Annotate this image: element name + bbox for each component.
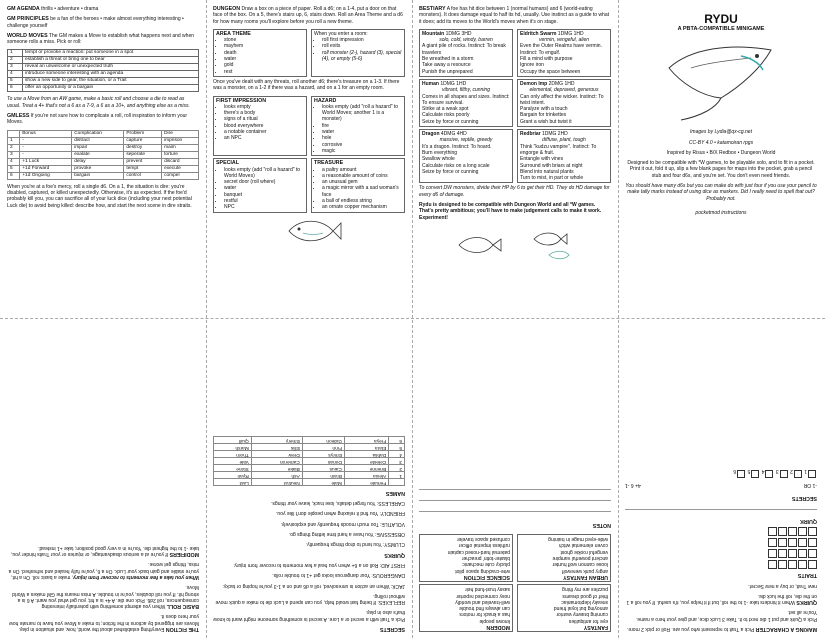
die-icon — [780, 470, 788, 478]
th-dire: Dire — [162, 130, 199, 137]
list-item: • a paltry amount — [322, 167, 402, 173]
inspiration-table — [7, 130, 199, 180]
list-item: • a magic mirror with a sad woman's face — [322, 185, 402, 198]
panel-dungeon — [206, 0, 412, 319]
panel-fiction: THE FICTION Everything established about the world, how, and situation in play. Moves are triggered by actions in the fiction; to make a Move you have to narrate how your hero does it. BASIC ROLL When you attempt something with potentially interesting consequences, roll 2d6. Pick one die. A 4+ is a hit; you get what you want. A 6 is a strong hit. If you roll doubles, you're in trouble. A miss means the GM makes a World Move. When you take a few moments to recover from injury, make a basic roll. On a hit, you're stable and gain back your Luck. On a 6, you're fully healed and refreshed. On a miss, things get worse. MODIFIERS If you're at a serious disadvantage, or injuries or your Traits hinder you, take -1 to the highest die. You're in a very good position; take +1 instead. — [8, 544, 199, 632]
secrets-text: Pick a Trait with a secret or a Lore. A secret is something someone might want to know that's also in play. — [213, 609, 405, 622]
urban-fantasy-heading: URBAN FANTASY — [563, 573, 608, 580]
list-item: • restful — [224, 198, 304, 204]
manta-ray-illustration-icon — [661, 38, 781, 123]
list-item: • water — [224, 185, 304, 191]
die-icon — [808, 470, 816, 478]
panel-character — [618, 319, 824, 638]
move-4: introduce someone interesting with an agenda — [23, 71, 199, 78]
names-heading: NAMES — [385, 489, 405, 496]
bestiary-text: A foe has hit dice between 1 (normal humans) and 6 (world-eating monsters). It does damage equal to half its hd, usually. Use instinct as a guide to what it does; add its moves to the World's moves when it's on stage. — [419, 6, 610, 25]
jack-text: JACK: When an action is unresolved, roll a d6 and on a 1-3 you're hoping or tacky. — [222, 582, 405, 589]
table-row: 1 Alexia Bram Ash Ryan — [214, 471, 405, 478]
recover-text: make a basic roll. On a hit, you're stable and gain back your Luck. On a 6, you're fully healed and refreshed. On a miss, things get worse. — [8, 561, 199, 580]
game-title: RYDU — [704, 12, 738, 26]
stat-minus1: -1 — [625, 482, 630, 489]
fantasy-heading: FANTASY — [583, 624, 608, 630]
treasure-heading: TREASURE — [314, 160, 344, 167]
delve-text: Once you've dealt with any threats, roll another d6; there's treasure on a 1-3. If there was a monster, on a 1-2 if there was a hazard, and on a 1 for an empty room. — [213, 78, 400, 92]
game-subtitle: A PBTA-COMPATIBLE MINIGAME — [677, 26, 765, 32]
list-item: • gold — [224, 62, 304, 68]
table-row: 2 - impair destroy maim — [8, 144, 199, 151]
list-item: OBSESSIVE: You have a hard time letting things go. — [288, 531, 405, 538]
monster-card: Human 1DMG 1HD vibrant, filthy, cunning Comes in all shapes and sizes. Instinct: To ensure survival. Strike at a weak spot Calculate risks poorly Seize by force or cunning — [419, 79, 513, 127]
notes-heading: NOTES — [592, 521, 611, 528]
list-item: • looks empty — [224, 104, 304, 110]
license-credit: CC-BY 4.0 • katamoiran rpgs — [688, 139, 754, 146]
die-icon — [794, 470, 802, 478]
table-row: 2 Brienne Caius Blake Stone — [214, 464, 405, 471]
convert-text: To convert DW monsters, divide their HP by 6 to get their HD. They do HD damage for every d6 of damage. — [419, 185, 610, 198]
principles-text: be a fan of the heroes • make almost everything interesting • challenge yourself — [7, 16, 184, 29]
list-item: eye for antiquities — [568, 617, 608, 624]
table-row: 6 Freya Gideon Emery Quill — [214, 436, 405, 443]
list-item: • an unusual gem — [322, 179, 402, 185]
list-item: wire-cracking space pilot — [455, 567, 510, 574]
list-item: FRIENDLY: You find it relaxing when people don't like you. — [276, 510, 405, 517]
enter-room-heading: When you enter a room: — [314, 30, 368, 37]
list-item: knows people — [479, 617, 510, 624]
list-item: • signs of a ritual — [224, 116, 304, 122]
list-item: • stone — [224, 37, 304, 43]
traits-text: new Trait, or buy a new Secret. — [748, 582, 817, 589]
fiction-text: Everything established about the world, how, and situation in play. Moves are triggered by actions in the fiction; to make a Move you have to narrate how your hero does it. — [9, 613, 199, 632]
list-item: sassy trust-fund heir — [464, 586, 510, 593]
th-complication: Complication — [72, 130, 124, 137]
quirks-text: When it hinders take -1 to the roll, but if it helps you, it's useful. If you roll a 1 on the die, roll the luck die. — [626, 592, 817, 606]
list-item: CLUMSY: You tend to drop things frequently. — [306, 541, 405, 548]
move-1: tempt or provoke a reaction: put someone in a spot — [23, 50, 199, 57]
list-item: • an ornate copper mechanism — [322, 204, 402, 210]
list-item: • rest — [224, 69, 304, 75]
list-item: • looks empty (add "roll a hazard" to World Moves; another 1 is a monster) — [322, 104, 402, 123]
panel-gm-agenda — [0, 0, 206, 319]
list-item: • mayhem — [224, 43, 304, 49]
list-item: cunning brawny warrior — [556, 611, 608, 618]
list-item: • there's a body — [224, 110, 304, 116]
list-item: • a reasonable amount of coins — [322, 173, 402, 179]
traits-heading: TRAITS — [797, 572, 817, 579]
list-item: blaster-totin' preacher — [461, 555, 510, 562]
list-item: • a ball of endless string — [322, 198, 402, 204]
table-row: 4 +1 Luck delay prevent discard — [8, 158, 199, 165]
hazard-heading: HAZARD — [314, 97, 337, 104]
list-item: coven elemental witch — [558, 542, 608, 549]
world-moves-intro: The GM makes a Move to establish what happens next and when someone rolls a miss. Pick or roll: — [7, 32, 195, 46]
th-blank — [8, 130, 20, 137]
panel-bestiary — [412, 0, 618, 319]
world-moves-table: 1 tempt or provoke a reaction: put someone in a spot 2 establish a threat or bring one to bear 3 reveal an unwelcome or unexpected truth 4 introduce someone interesting with an agenda 5 show a new side to gear, the situation, or a Trait 6 offer an opportunity or a bargain — [7, 49, 199, 92]
reflexes-text: REFLEXES: If being fast would help, you can spend a Luck die to make a quick move without rolling. — [215, 592, 405, 606]
list-item: • roll monster (2-), hazard (3), special (4), or empty (5-6) — [322, 50, 402, 63]
list-item: • an NPC — [224, 135, 304, 141]
dice-faces: 1 2 3 4 5 6 — [625, 468, 817, 478]
list-item: can always find trouble — [459, 605, 510, 612]
table-row: 5 Elara Finn Ellis Marsh — [214, 443, 405, 450]
secrets-heading: SECRETS — [379, 626, 405, 632]
move-3: reveal an unwelcome or unexpected truth — [23, 64, 199, 71]
cover-description: Designed to be compatible with *W games, to be playable solo, and to fit in a pocket. Print it out, fold it up, slip a few blank pages for maps into the pocket, grab a pencil stub and four d6s, and you're set. You don't even need friends. — [627, 160, 815, 179]
list-item: nosy connected reporter — [456, 592, 510, 599]
list-item: angry punk werewolf — [562, 567, 608, 574]
agenda-heading: GM AGENDA — [7, 6, 40, 12]
moves-note: To use a Move from an AW game, make a basic roll and choose a die to read as usual. Treat a 4+ that's not a 6 as a 7-9, a 6 as a 10+, and anything else as a miss. — [7, 96, 190, 109]
table-row: 1 - distract capture imprison — [8, 137, 199, 144]
list-item: • roll first impression — [322, 37, 402, 43]
basic-roll-text: When you attempt something with potentially interesting consequences, roll 2d6. Pick one die. A 4+ is a hit; you get what you want. A 6 is a strong hit. If you roll doubles, you're in trouble. A miss means the GM makes a World Move. — [12, 584, 199, 610]
list-item: thief of good dreams — [562, 592, 608, 599]
list-item: has a knack for motors — [459, 611, 510, 618]
image-credit: Images by Lydia@qx-cg.net — [690, 129, 752, 136]
monster-card: Dragon 4DMG 4HD massive, reptile, greedy It's a dragon. Instinct: To hoard. Burn everything Swallow whole Calculate risks on a long scale Seize by force or cunning — [419, 129, 513, 183]
list-item: • hole — [322, 135, 402, 141]
luck-text: Pick a Quirk and put 1 die next to it. Take 3 Luck dice, and give your hero a name. You're all set. — [635, 609, 817, 622]
list-item: • banquet — [224, 192, 304, 198]
dungeon-text: Draw a box on a piece of paper. Roll a d6; on a 1-4, put a door on that face of the box. On a 5, there's stairs up, 6, stairs down. Roll an Area Theme and a d6 for how many rooms you'll explore before you roll a new theme. — [213, 6, 403, 25]
gmless-text: If you're not sure how to complicate a roll, roll inspiration to inform your Moves. — [7, 113, 188, 126]
quirks-heading: QUIRKS — [796, 599, 817, 606]
dangerous-text: DANGEROUS: Your dangerous looks get +1 to trouble rolls. — [272, 572, 405, 579]
die-icon — [737, 470, 745, 478]
table-row: 4 Dahlia Emrys Drew Thorn — [214, 450, 405, 457]
basic-roll-heading: BASIC ROLL — [166, 603, 199, 610]
list-item: ancient powerful vampire — [552, 555, 608, 562]
list-item: • roll exits — [322, 43, 402, 49]
inspiration-credit: Inspired by Risus • B/X Redbox • Dungeon World — [666, 149, 776, 156]
list-item: • blood everywhere — [224, 123, 304, 129]
stat-6: 6 — [630, 482, 634, 489]
modifiers-heading: MODIFIERS — [169, 551, 199, 558]
names-table: Female Male Neutral Last 1 Alexia Bram Ash Ryan 2 Brienne Caius Blake Stone 3 Celeste Dorian Cameron Vale 4 Dahlia Emrys Drew Thorn 5 Elara Finn Ellis Marsh 6 Freya Gideon Emery Quill — [213, 436, 405, 486]
fish-illustration-icon — [283, 215, 343, 247]
list-item: ruthless imperial officer — [458, 542, 510, 549]
monster-card: Eldritch Swarm 1DMG 1HD vermin, vengeful, alien Even the Outer Realms have vermin. Instinct: To engulf. Fill a mind with purpose Ignore iron Occupy the space between — [517, 29, 611, 77]
luck-or-label: -1 OR — [803, 482, 817, 489]
table-row: 6 +1d Ongoing bargain control compel — [8, 172, 199, 179]
th-bonus: Bonus — [20, 130, 72, 137]
list-item: paternal hard-nosed captain — [447, 548, 510, 555]
principles-heading: GM PRINCIPLES — [7, 16, 49, 23]
monster-card: Mountain 1DMG 3HD solo, cold, windy, barren A giant pile of rocks. Instinct: To break travelers Be wreathed in a storm Take away a resource Punish the unprepared — [419, 29, 513, 77]
monster-card: Redbriar 1DMG 2HD diffuse, plant, tough Think "kudzu vampire". Instinct: To engorge & fruit. Entangle with vines Surround with briars at night Blend into natural plants Turn to mist, in part or whole — [517, 129, 611, 183]
trait-boxes[interactable] — [625, 527, 817, 569]
move-6: offer an opportunity or a bargain — [23, 85, 199, 92]
bestiary-heading: BESTIARY — [419, 6, 446, 12]
world-moves-heading: WORLD MOVES — [7, 32, 48, 39]
modern-heading: MODERN — [486, 624, 510, 630]
panel-traits — [412, 319, 618, 638]
list-item: puzzles are my thing — [562, 586, 608, 593]
compat-text: Rydu is designed to be compatible with Dungeon World and all *W games. That's pretty ambitious; you'll have to make judgement calls to make it work. Experiment! — [419, 202, 602, 221]
pocketmod-instructions: pocketmod instructions — [695, 209, 747, 216]
making-text: Pick a Trait to represent who you are. Roll or pick 2 more. — [626, 626, 755, 632]
stat-4plus: 4+ — [635, 482, 641, 489]
list-item: • a notable container — [224, 129, 304, 135]
making-heading: MAKING A CHARACTER — [755, 626, 817, 632]
panel-cover — [618, 0, 824, 319]
recover-heading: When you take a few moments to recover from injury — [73, 573, 199, 580]
list-item: • corrosive — [322, 142, 402, 148]
first-aid-text: FIRST AID: Roll on a 6+ when you heal a few moments to recover from injury. — [233, 561, 405, 568]
table-row: 3 Celeste Dorian Cameron Vale — [214, 457, 405, 464]
list-item: • looks empty (add "roll a hazard" to World Moves) — [224, 167, 304, 180]
list-item: wide-eyed mage in training — [548, 536, 608, 543]
quirk-heading: QUIRK — [799, 517, 817, 524]
list-item: • fire — [322, 123, 402, 129]
list-item: • NPC — [224, 204, 304, 210]
gmless-heading: GMLESS — [7, 113, 30, 120]
list-item: sneaky kleptomaniac — [561, 598, 608, 605]
panel-secrets — [206, 319, 412, 638]
list-item: • water — [224, 56, 304, 62]
list-item: CARELESS: You forget details, lose track, leave your things. — [271, 500, 405, 507]
fish-school-illustration-icon — [439, 225, 599, 265]
special-heading: SPECIAL — [216, 160, 239, 167]
move-5: show a new side to gear, the situation, or a Trait — [23, 78, 199, 85]
list-item: annoying but loyal friend — [553, 605, 608, 612]
list-item: confused space traveler — [456, 536, 510, 543]
cover-description-2: You should have many d6s but you can make do with just four if you use your pencil to make tally marks instead of using dice as markers. Did I really need to spell that out? Probably not. — [625, 183, 817, 202]
table-row: 3 - exalate seperate torture — [8, 151, 199, 158]
list-item: plucky cute mechanic — [462, 561, 510, 568]
modifiers-text: If you're at a serious disadvantage, or injuries or your Traits hinder you, take -1 to the highest die. You're in a very good position; take +1 instead. — [11, 544, 199, 558]
list-item: • magic — [322, 148, 402, 154]
science-fiction-heading: SCIENCE FICTION — [463, 573, 510, 580]
die-icon — [751, 470, 759, 478]
die-icon — [765, 470, 773, 478]
list-item: loose cannon wolf hunter — [552, 561, 608, 568]
list-item: VOLATILE: Too much moods frequently and explosively. — [280, 520, 405, 527]
table-row: 5 +1d Forward provoke tempt execute — [8, 165, 199, 172]
quirks-heading: QUIRKS — [384, 551, 405, 558]
agenda-text: thrills • adventure • drama — [41, 6, 99, 12]
secrets-box-heading: SECRETS — [791, 494, 817, 501]
list-item: • death — [224, 50, 304, 56]
list-item: well-traveled and worldly — [455, 598, 510, 605]
th-problem: Problem — [124, 130, 162, 137]
fiction-heading: THE FICTION — [165, 626, 199, 632]
area-theme-heading: AREA THEME — [216, 30, 251, 37]
first-impression-heading: FIRST IMPRESSION — [216, 97, 267, 104]
move-2: establish a threat or bring one to bear — [23, 57, 199, 64]
list-item: • secret door (roll where) — [224, 179, 304, 185]
list-item: vengeful rookie ghost — [560, 548, 608, 555]
monster-card: Demon Imp 2DMG 1HD elemental, depraved, generous Can only affect the wicker. Instinct: To twist intent. Paralyze with a touch Bargain for trinkettes Grant a wish but twist it — [517, 79, 611, 127]
dungeon-heading: DUNGEON — [213, 6, 241, 12]
list-item: • water — [322, 129, 402, 135]
foe-mercy-text: When you're at a foe's mercy, roll a single d6. On a 1, the situation is dire: you're disabled, captured, or killed unexpectedly. Otherwise, it's as expected. If the foe'd probably kill you, you can sacrifice all of your luck dice (including your next potential Luck die) to avoid being killed: describe how, and start the next scene in dire straits. — [7, 183, 192, 209]
